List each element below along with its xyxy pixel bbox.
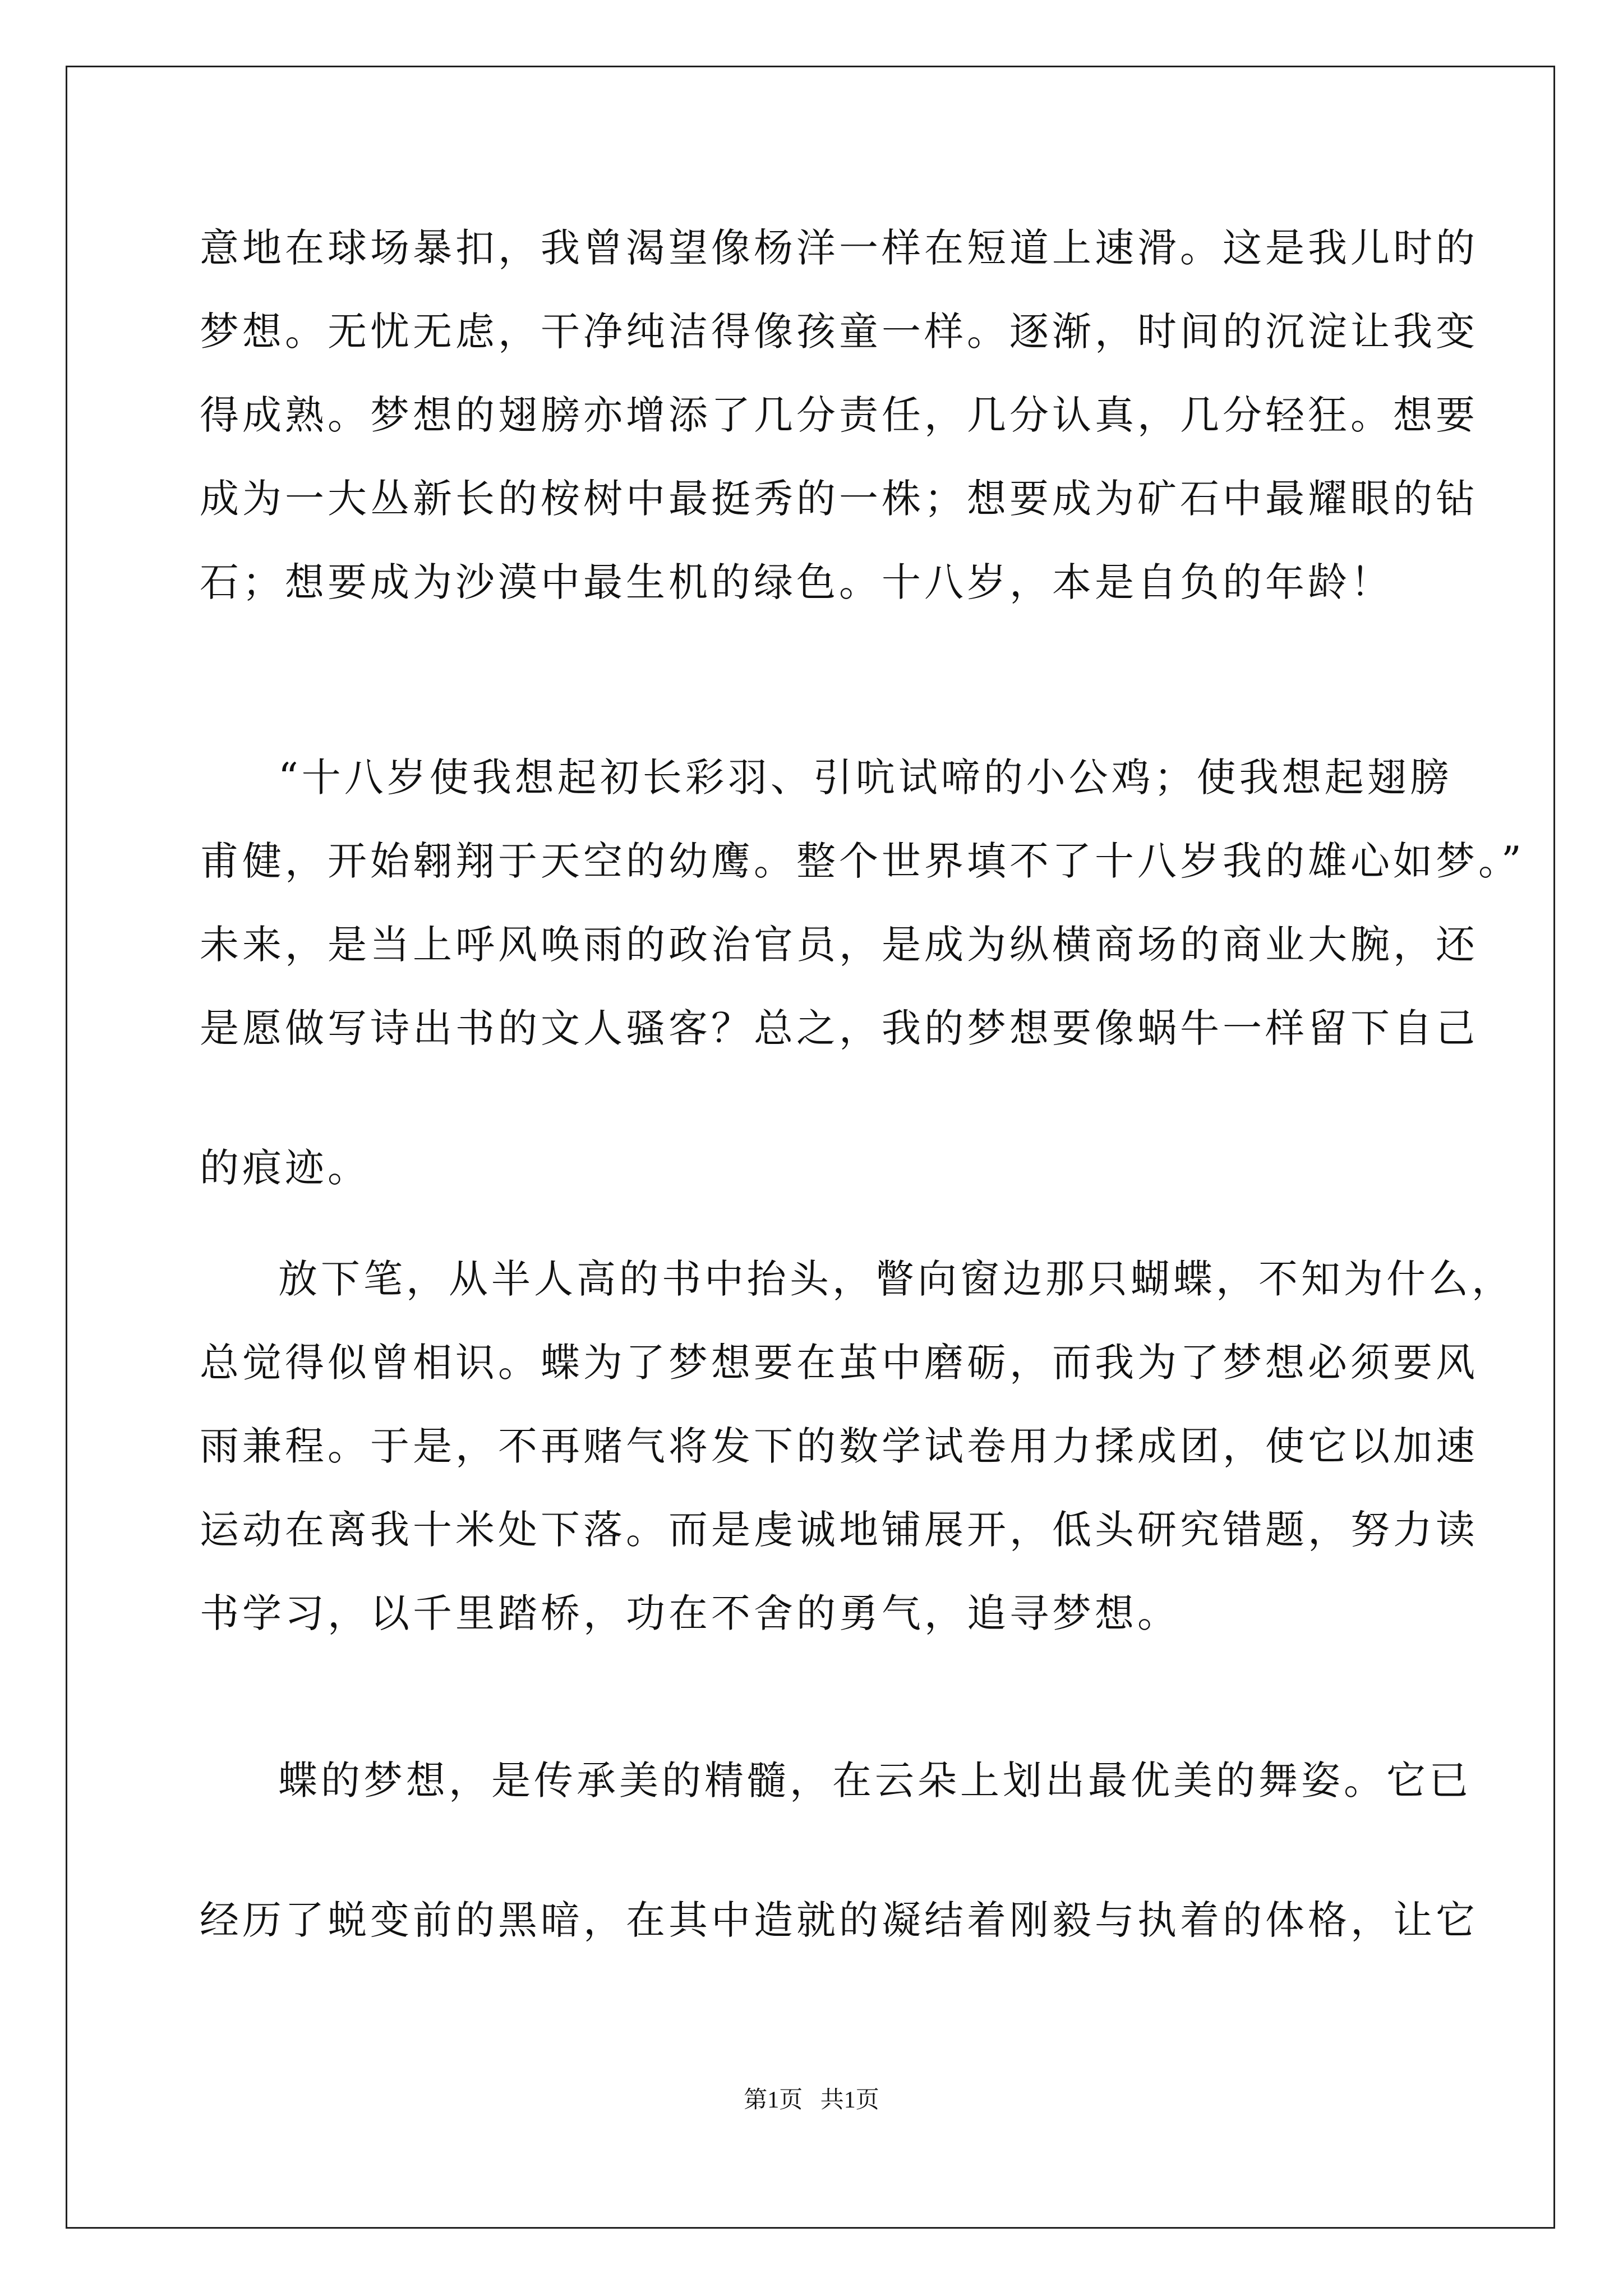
paragraph-first-line: 蝶的梦想，是传承美的精髓，在云朵上划出最优美的舞姿。它已: [278, 1757, 1472, 1803]
text-line: 甫健，开始翱翔于天空的幼鹰。整个世界填不了十八岁我的雄心如梦。”: [200, 838, 1525, 884]
text-line: 雨兼程。于是，不再赌气将发下的数学试卷用力揉成团，使它以加速: [200, 1423, 1478, 1469]
text-line: 未来，是当上呼风唤雨的政治官员，是成为纵横商场的商业大腕，还: [200, 922, 1478, 968]
text-line: 意地在球场暴扣，我曾渴望像杨洋一样在短道上速滑。这是我儿时的: [200, 225, 1478, 271]
text-line: 石；想要成为沙漠中最生机的绿色。十八岁，本是自负的年龄！: [200, 559, 1393, 605]
text-line: 书学习，以千里踏桥，功在不舍的勇气，追寻梦想。: [200, 1590, 1180, 1636]
paragraph-first-line: 放下笔，从半人高的书中抬头，瞥向窗边那只蝴蝶，不知为什么，: [278, 1256, 1514, 1302]
text-line: 是愿做写诗出书的文人骚客？总之，我的梦想要像蜗牛一样留下自己: [200, 1005, 1478, 1051]
page-number-footer: 第1页 共1页: [744, 2087, 879, 2113]
text-line: 运动在离我十米处下落。而是虔诚地铺展开，低头研究错题，努力读: [200, 1507, 1478, 1553]
text-line: 成为一大丛新长的桉树中最挺秀的一株；想要成为矿石中最耀眼的钻: [200, 476, 1478, 522]
text-line: 得成熟。梦想的翅膀亦增添了几分责任，几分认真，几分轻狂。想要: [200, 392, 1478, 438]
text-line: 梦想。无忧无虑，干净纯洁得像孩童一样。逐渐，时间的沉淀让我变: [200, 309, 1478, 355]
text-line: 经历了蜕变前的黑暗，在其中造就的凝结着刚毅与执着的体格，让它: [200, 1897, 1478, 1943]
text-line: 总觉得似曾相识。蝶为了梦想要在茧中磨砺，而我为了梦想必须要风: [200, 1340, 1478, 1386]
paragraph-first-line: “十八岁使我想起初长彩羽、引吭试啼的小公鸡；使我想起翅膀: [278, 754, 1453, 800]
text-line: 的痕迹。: [200, 1145, 370, 1191]
